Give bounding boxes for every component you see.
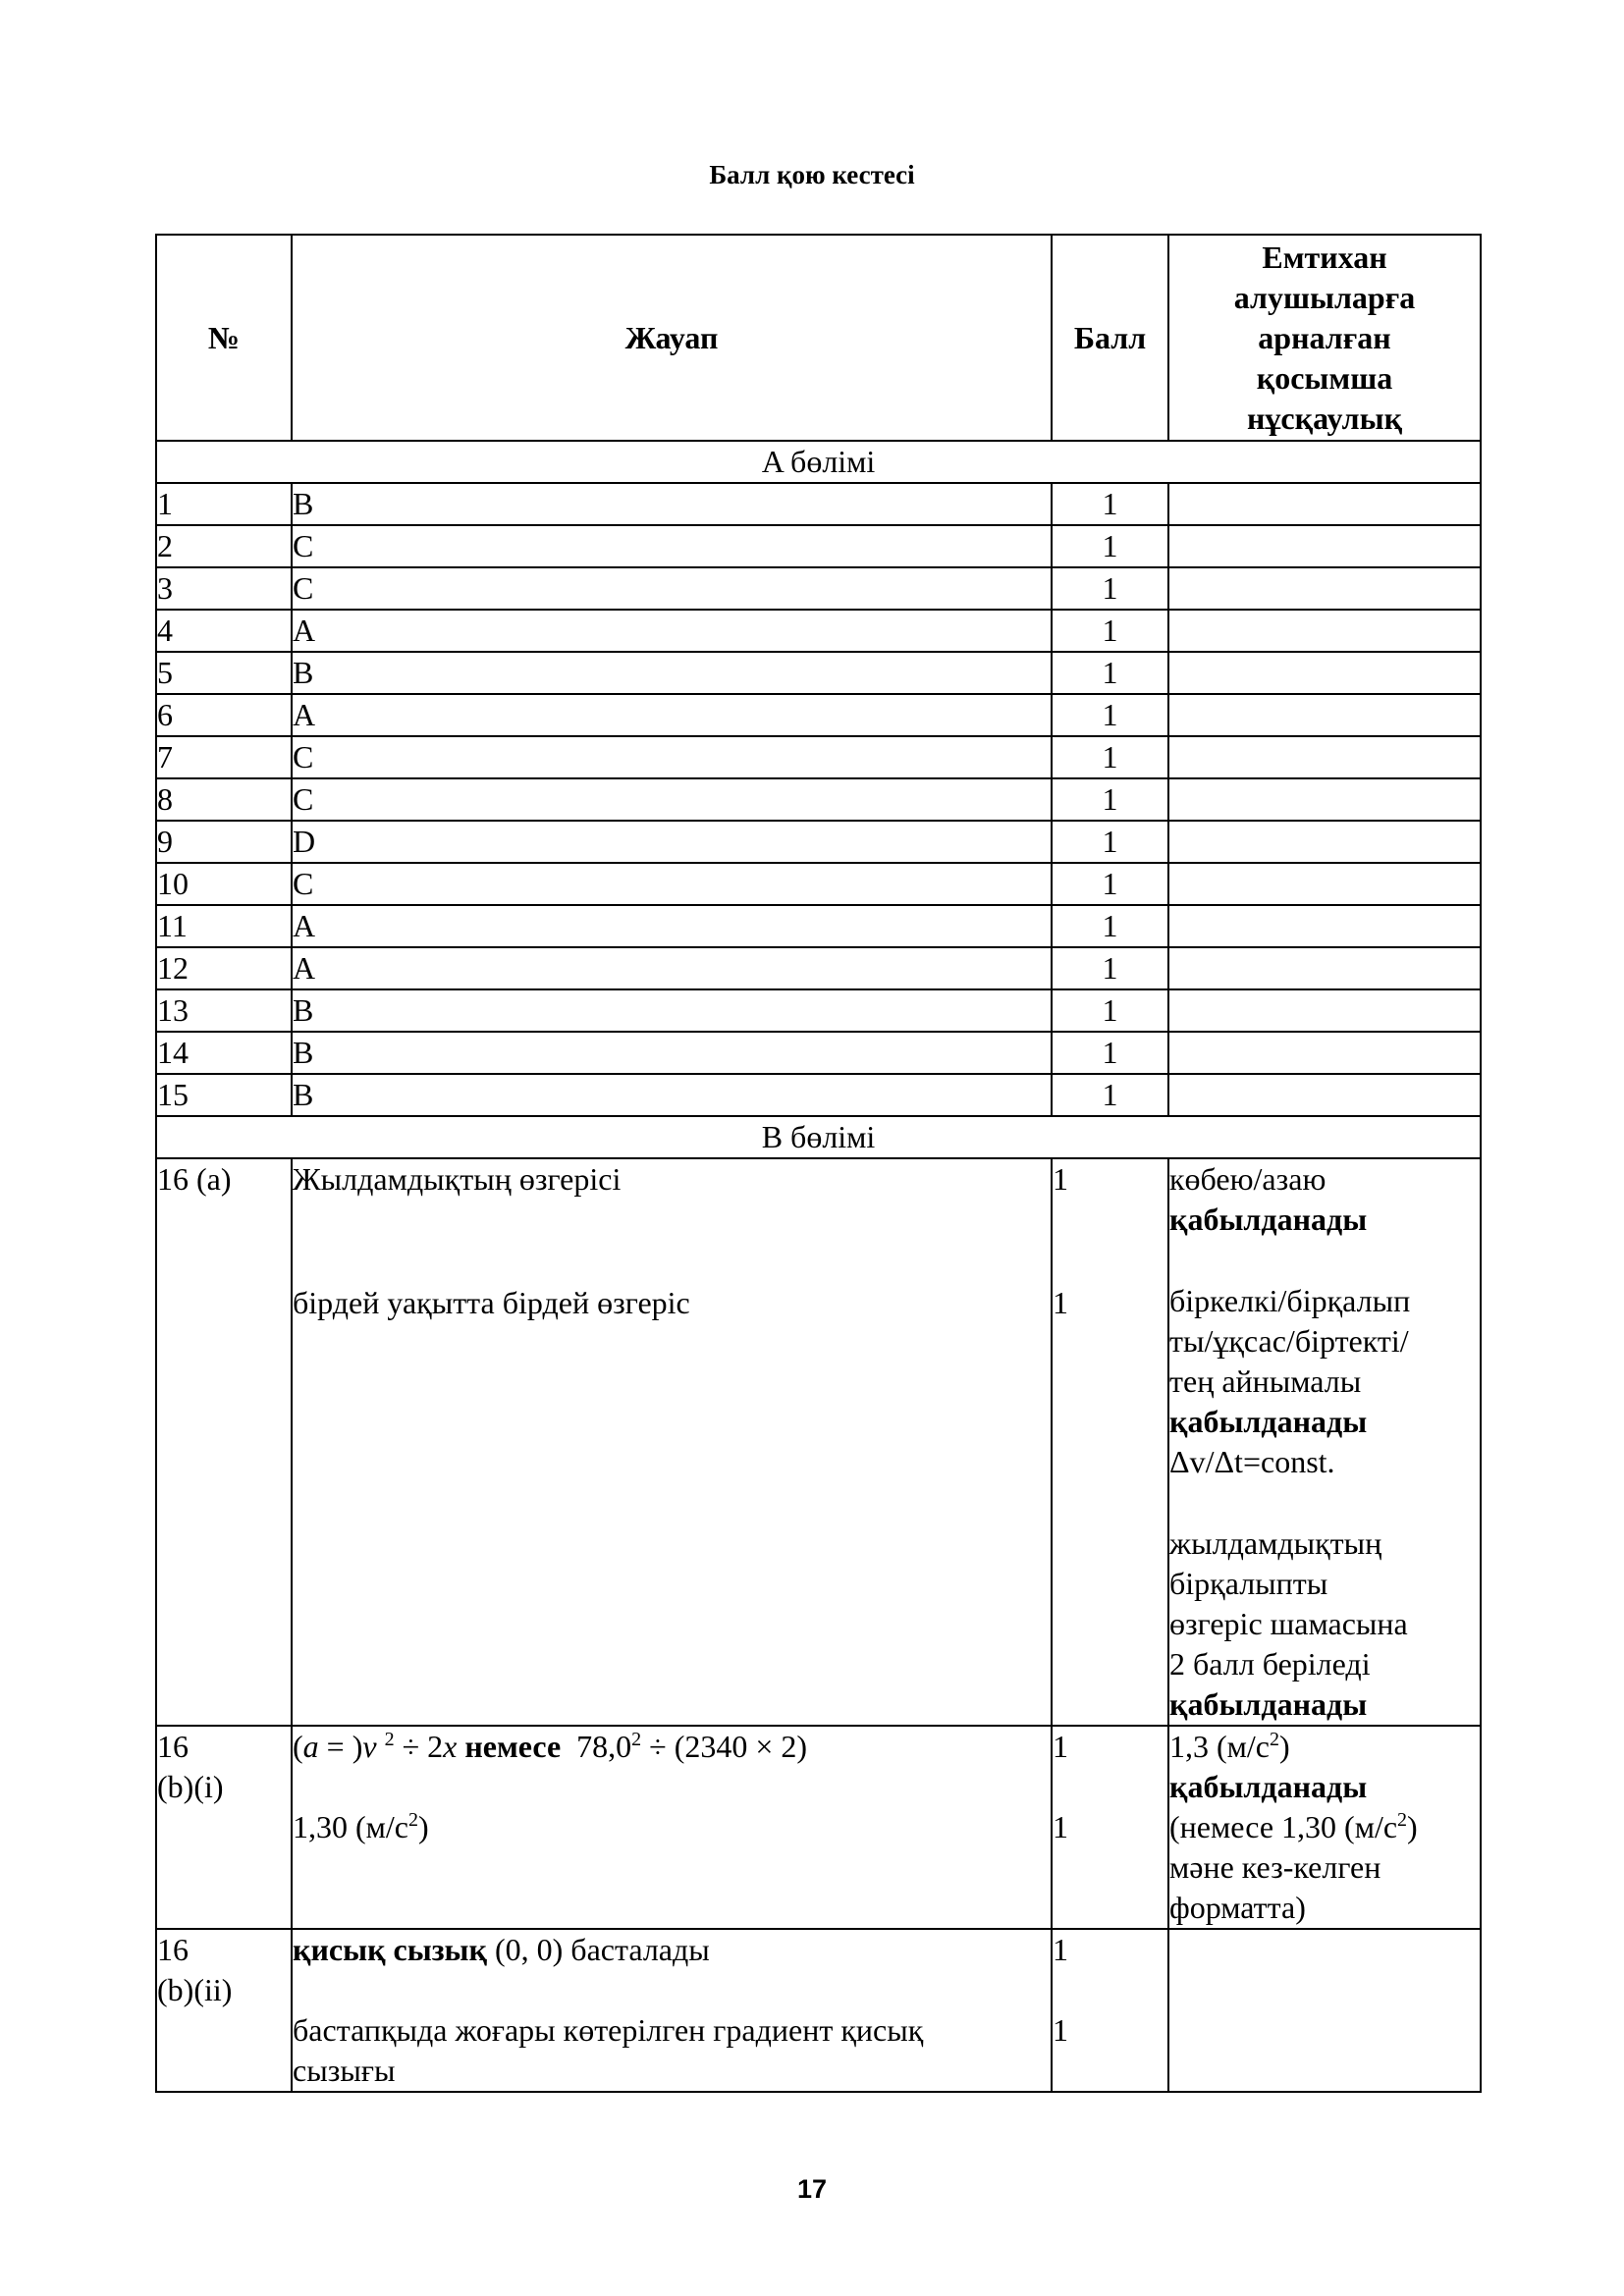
formula-eq: = ) bbox=[318, 1729, 363, 1764]
row-answer: C bbox=[292, 525, 1052, 567]
q16a-note-4-line: 2 балл беріледі bbox=[1169, 1646, 1371, 1682]
row-answer: A bbox=[292, 694, 1052, 736]
q16bii-mark-2: 1 bbox=[1053, 2012, 1068, 2048]
row-answer: B bbox=[292, 1032, 1052, 1074]
formula-tail: ÷ (2340 × 2) bbox=[641, 1729, 808, 1764]
row-num: 5 bbox=[156, 652, 292, 694]
row-num: 1 bbox=[156, 483, 292, 525]
q16a-answer bbox=[292, 1158, 1052, 1726]
q16bi-note-2: (немесе 1,30 $(м/с^2)$ bbox=[1169, 1809, 1418, 1844]
or-word: немесе bbox=[464, 1729, 562, 1764]
section-a-title: A бөлімі bbox=[156, 441, 1481, 483]
table-row bbox=[156, 525, 1481, 567]
row-mark: 1 bbox=[1052, 567, 1168, 610]
q16bi-mark-1: 1 bbox=[1053, 1729, 1068, 1764]
row-notes bbox=[1168, 652, 1481, 694]
formula-num-sq: 2 bbox=[631, 1729, 642, 1750]
q16a-num: 16 (a) bbox=[156, 1158, 292, 1726]
accepted-label: қабылданады bbox=[1169, 1201, 1368, 1237]
accepted-label: қабылданады bbox=[1169, 1686, 1368, 1722]
table-row bbox=[156, 778, 1481, 821]
row-answer: A bbox=[292, 610, 1052, 652]
table-row bbox=[156, 989, 1481, 1032]
row-num: 15 bbox=[156, 1074, 292, 1116]
q16a-note-2-line: тең айнымалы bbox=[1169, 1363, 1362, 1399]
table-row bbox=[156, 905, 1481, 947]
q16bi-num-2: (b)(i) bbox=[157, 1769, 224, 1804]
q16bii-answer bbox=[292, 1929, 1052, 2092]
formula-div: ÷ 2 bbox=[394, 1729, 444, 1764]
q16bii-mark-1: 1 bbox=[1053, 1932, 1068, 1967]
section-b-row bbox=[156, 1116, 1481, 1158]
formula-sq: 2 bbox=[384, 1729, 395, 1750]
row-answer: A bbox=[292, 905, 1052, 947]
row-mark: 1 bbox=[1052, 1032, 1168, 1074]
header-mark: Балл bbox=[1052, 235, 1168, 441]
q16bii-notes bbox=[1168, 1929, 1481, 2092]
q16bii-row bbox=[156, 1929, 1481, 2092]
row-answer: D bbox=[292, 821, 1052, 863]
spacer bbox=[293, 1767, 1051, 1807]
header-row bbox=[156, 235, 1481, 441]
note-sq: 2 bbox=[1397, 1809, 1408, 1831]
table-row bbox=[156, 483, 1481, 525]
formula-num: 78,0 bbox=[576, 1729, 632, 1764]
q16a-note-3: Δv/Δt=const. bbox=[1169, 1444, 1335, 1479]
row-notes bbox=[1168, 1032, 1481, 1074]
row-notes bbox=[1168, 1074, 1481, 1116]
spacer bbox=[1169, 1240, 1480, 1281]
mark-scheme-table bbox=[155, 234, 1482, 2093]
formula-v: v bbox=[362, 1729, 377, 1764]
row-num: 11 bbox=[156, 905, 292, 947]
formula-a: a bbox=[302, 1729, 319, 1764]
row-mark: 1 bbox=[1052, 989, 1168, 1032]
header-notes-line: Емтихан bbox=[1262, 239, 1387, 275]
row-notes bbox=[1168, 694, 1481, 736]
row-mark: 1 bbox=[1052, 736, 1168, 778]
q16bii-mark bbox=[1052, 1929, 1168, 2092]
q16bi-answer-2: 1,30 $(м/с^2)$ bbox=[293, 1809, 429, 1844]
q16bii-answer-1 bbox=[293, 1930, 1051, 1970]
q16a-note-4-line: бірқалыпты bbox=[1169, 1566, 1328, 1601]
q16bii-num bbox=[156, 1929, 292, 2092]
table-row bbox=[156, 863, 1481, 905]
row-answer: C bbox=[292, 736, 1052, 778]
q16bi-mark bbox=[1052, 1726, 1168, 1929]
q16bii-num-1: 16 bbox=[157, 1932, 189, 1967]
q16bi-num bbox=[156, 1726, 292, 1929]
page-title: Балл қою кестесі bbox=[709, 160, 915, 189]
row-notes bbox=[1168, 863, 1481, 905]
table-row bbox=[156, 1032, 1481, 1074]
row-notes bbox=[1168, 483, 1481, 525]
table-row bbox=[156, 652, 1481, 694]
spacer bbox=[293, 1200, 1051, 1283]
row-answer: B bbox=[292, 483, 1052, 525]
row-mark: 1 bbox=[1052, 1074, 1168, 1116]
row-answer: B bbox=[292, 652, 1052, 694]
row-num: 7 bbox=[156, 736, 292, 778]
q16bi-mark-2: 1 bbox=[1053, 1809, 1068, 1844]
answer-rest: (0, 0) басталады bbox=[486, 1932, 710, 1967]
page-number: 17 bbox=[796, 2174, 828, 2204]
row-notes bbox=[1168, 778, 1481, 821]
q16a-note-1: көбею/азаю bbox=[1169, 1161, 1326, 1197]
row-mark: 1 bbox=[1052, 610, 1168, 652]
row-num: 6 bbox=[156, 694, 292, 736]
answer-bold: қисық сызық bbox=[293, 1932, 487, 1967]
spacer bbox=[1053, 1200, 1167, 1283]
q16bii-answer-2-line: сызығы bbox=[293, 2053, 396, 2088]
table-row bbox=[156, 821, 1481, 863]
q16a-mark-1: 1 bbox=[1053, 1161, 1068, 1197]
row-num: 4 bbox=[156, 610, 292, 652]
q16bii-num-2: (b)(ii) bbox=[157, 1972, 233, 2007]
row-num: 12 bbox=[156, 947, 292, 989]
q16bii-answer-2-line: бастапқыда жоғары көтерілген градиент қисық bbox=[293, 2012, 924, 2048]
header-num: № bbox=[156, 235, 292, 441]
row-answer: C bbox=[292, 778, 1052, 821]
row-num: 8 bbox=[156, 778, 292, 821]
row-num: 3 bbox=[156, 567, 292, 610]
section-a-body bbox=[156, 483, 1481, 1116]
header-notes-line: арналған bbox=[1258, 319, 1391, 355]
q16a-mark-2: 1 bbox=[1053, 1285, 1068, 1320]
note-value: (немесе 1,30 (м/с bbox=[1169, 1809, 1398, 1844]
row-mark: 1 bbox=[1052, 863, 1168, 905]
header-notes-line: алушыларға bbox=[1233, 279, 1416, 315]
row-answer: A bbox=[292, 947, 1052, 989]
answer-value: 1,30 (м/с bbox=[293, 1809, 408, 1844]
q16a-answer-2: бірдей уақытта бірдей өзгеріс bbox=[293, 1285, 690, 1320]
row-mark: 1 bbox=[1052, 483, 1168, 525]
table-row bbox=[156, 567, 1481, 610]
note-sq: 2 bbox=[1270, 1729, 1279, 1750]
q16a-answer-1: Жылдамдықтың өзгерісі bbox=[293, 1161, 622, 1197]
q16bi-note-1: 1,3 $(м/с^2)$ bbox=[1169, 1729, 1290, 1764]
header-notes-line: нұсқаулық bbox=[1246, 400, 1403, 436]
spacer bbox=[1053, 1767, 1167, 1807]
row-notes bbox=[1168, 525, 1481, 567]
row-notes bbox=[1168, 947, 1481, 989]
q16a-note-4-line: өзгеріс шамасына bbox=[1169, 1606, 1408, 1641]
table-row bbox=[156, 610, 1481, 652]
q16a-note-4-line: жылдамдықтың bbox=[1169, 1525, 1382, 1561]
note-value: 1,3 (м/с bbox=[1169, 1729, 1270, 1764]
header-notes bbox=[1168, 235, 1481, 441]
q16a-row bbox=[156, 1158, 1481, 1726]
row-notes bbox=[1168, 736, 1481, 778]
row-mark: 1 bbox=[1052, 694, 1168, 736]
row-num: 2 bbox=[156, 525, 292, 567]
row-answer: B bbox=[292, 1074, 1052, 1116]
header-notes-line: қосымша bbox=[1256, 359, 1393, 396]
q16a-notes bbox=[1168, 1158, 1481, 1726]
q16bi-note-4: форматта) bbox=[1169, 1890, 1306, 1925]
table-row bbox=[156, 1074, 1481, 1116]
row-mark: 1 bbox=[1052, 905, 1168, 947]
spacer bbox=[1053, 1970, 1167, 2010]
q16bi-formula: (a = )v $^2$ ÷ 2x немесе $78,0^2 \div (2340 \times 2)$ bbox=[293, 1729, 808, 1764]
row-mark: 1 bbox=[1052, 821, 1168, 863]
row-mark: 1 bbox=[1052, 947, 1168, 989]
row-mark: 1 bbox=[1052, 652, 1168, 694]
row-mark: 1 bbox=[1052, 525, 1168, 567]
section-b-title: B бөлімі bbox=[156, 1116, 1481, 1158]
spacer bbox=[1169, 1482, 1480, 1523]
row-notes bbox=[1168, 567, 1481, 610]
row-num: 9 bbox=[156, 821, 292, 863]
formula-x: x bbox=[443, 1729, 458, 1764]
table-row bbox=[156, 947, 1481, 989]
header-answer: Жауап bbox=[292, 235, 1052, 441]
q16a-note-2-line: ты/ұқсас/біртекті/ bbox=[1169, 1323, 1409, 1359]
table-row bbox=[156, 736, 1481, 778]
q16bi-row bbox=[156, 1726, 1481, 1929]
spacer bbox=[293, 1970, 1051, 2010]
q16bi-notes bbox=[1168, 1726, 1481, 1929]
row-mark: 1 bbox=[1052, 778, 1168, 821]
q16bi-note-3: мәне кез-келген bbox=[1169, 1849, 1381, 1885]
row-num: 10 bbox=[156, 863, 292, 905]
q16bi-num-1: 16 bbox=[157, 1729, 189, 1764]
row-answer: B bbox=[292, 989, 1052, 1032]
table-row bbox=[156, 694, 1481, 736]
row-notes bbox=[1168, 821, 1481, 863]
section-a-row bbox=[156, 441, 1481, 483]
row-notes bbox=[1168, 905, 1481, 947]
row-notes bbox=[1168, 610, 1481, 652]
q16a-mark bbox=[1052, 1158, 1168, 1726]
accepted-label: қабылданады bbox=[1169, 1404, 1368, 1439]
row-notes bbox=[1168, 989, 1481, 1032]
row-answer: C bbox=[292, 567, 1052, 610]
q16bi-answer bbox=[292, 1726, 1052, 1929]
row-num: 14 bbox=[156, 1032, 292, 1074]
row-answer: C bbox=[292, 863, 1052, 905]
accepted-label: қабылданады bbox=[1169, 1769, 1368, 1804]
row-num: 13 bbox=[156, 989, 292, 1032]
q16a-note-2-line: біркелкі/бірқалып bbox=[1169, 1283, 1411, 1318]
answer-sq: 2 bbox=[408, 1809, 418, 1831]
